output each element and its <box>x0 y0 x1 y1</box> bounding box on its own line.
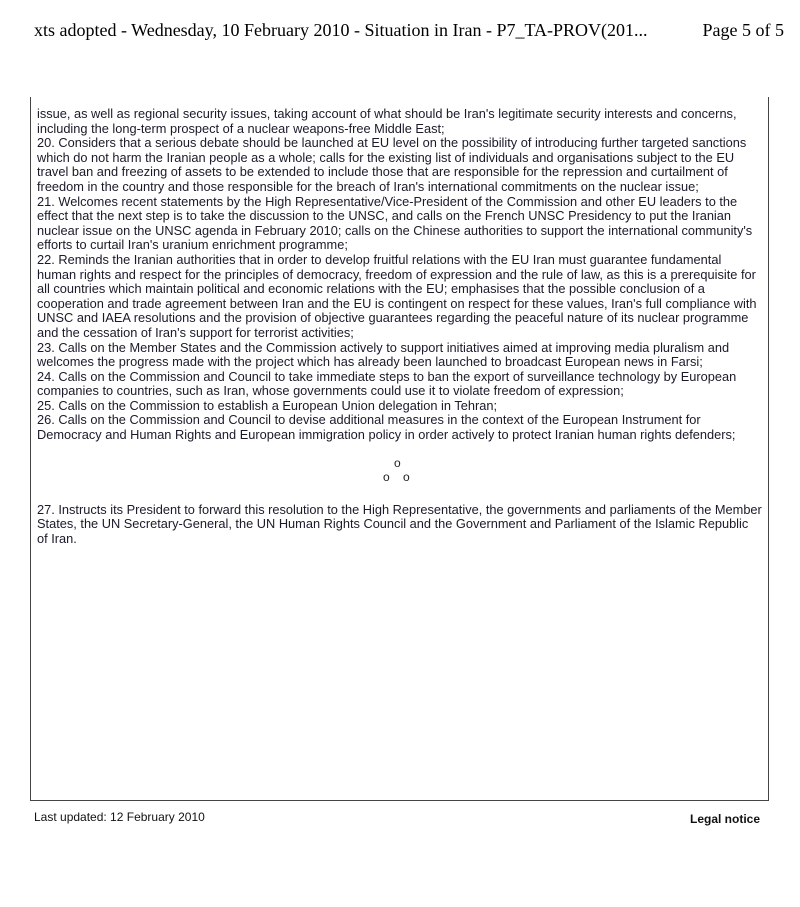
paragraph-26: 26. Calls on the Commission and Council to devise additional measures in the context of the European Instrument for Democracy and Human Rights and European immigration policy in order actively to protect Iranian human rights defenders; <box>37 412 736 443</box>
separator-mark-top: o <box>394 455 401 470</box>
separator-mark-right: o <box>403 469 410 484</box>
legal-notice-link[interactable]: Legal notice <box>689 812 760 826</box>
paragraph-19-continued: issue, as well as regional security issues, taking account of what should be Iran's legitimate security interests and concerns, including the long-term prospect of a nuclear weapons-free Middle East; <box>37 106 737 136</box>
paragraph-23: 23. Calls on the Member States and the Commission actively to support initiatives aimed at improving media pluralism and welcomes the progress made with the project which has already been launched to broadcast European news in Farsi; <box>37 339 730 370</box>
paragraph-20: 20. Considers that a serious debate should be launched at EU level on the possibility of introducing further targeted sanctions which do not harm the Iranian people as a whole; calls for the existing list of individuals and organisations subject to the EU travel ban and freezing of assets to be extended to include those that are responsible for the repression and curtailment of freedom in the country and those responsible for the breach of Iran's international commitments on the nuclear issue; <box>37 135 747 194</box>
page-number: Page 5 of 5 <box>702 20 784 40</box>
page-header <box>34 20 784 41</box>
paragraph-22: 22. Reminds the Iranian authorities that in order to develop fruitful relations with the EU Iran must guarantee fundamental human rights and respect for the principles of democracy, freedom of expression and the rule of law, as this is a prerequisite for all countries which maintain political and economic relations with the EU; emphasises that the possible conclusion of a cooperation and trade agreement between Iran and the EU is contingent on respect for these values, Iran's full compliance with UNSC and IAEA resolutions and the provision of objective guarantees regarding the peaceful nature of its nuclear programme and the cessation of Iran's support for terrorist activities; <box>37 251 757 340</box>
paragraph-21: 21. Welcomes recent statements by the High Representative/Vice-President of the Commission and other EU leaders to the effect that the next step is to take the discussion to the UNSC, and calls on the French UNSC Presidency to put the Iranian nuclear issue on the UNSC agenda in February 2010; calls on the Chinese authorities to support the international community's efforts to curtail Iran's uranium enrichment programme; <box>37 193 753 253</box>
paragraph-27: 27. Instructs its President to forward this resolution to the High Representative, the governments and parliaments of the Member States, the UN Secretary-General, the UN Human Rights Council and the Government and Parliament of the Islamic Republic of Iran. <box>37 501 762 546</box>
paragraph-25: 25. Calls on the Commission to establish a European Union delegation in Tehran; <box>37 397 498 413</box>
document-title: xts adopted - Wednesday, 10 February 2010 - Situation in Iran - P7_TA-PROV(201... <box>34 20 648 40</box>
separator-mark-left: o <box>383 469 390 484</box>
section-separator <box>37 457 762 491</box>
last-updated: Last updated: 12 February 2010 <box>34 810 205 824</box>
paragraph-24: 24. Calls on the Commission and Council to take immediate steps to ban the export of surveillance technology by European companies to countries, such as Iran, whose governments could use it to violate freedom of expression; <box>37 368 737 399</box>
document-body <box>37 107 762 546</box>
